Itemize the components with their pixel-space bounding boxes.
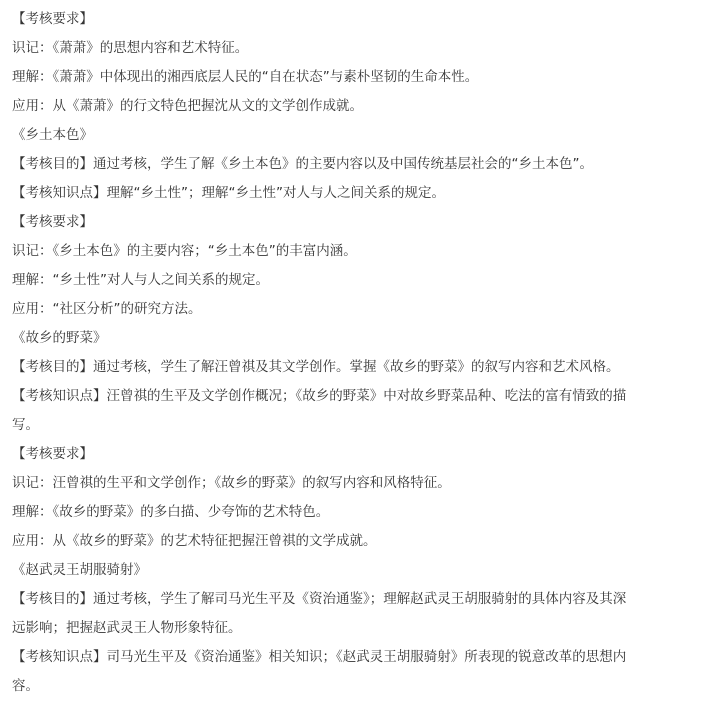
text-line: 识记：汪曾祺的生平和文学创作；《故乡的野菜》的叙写内容和风格特征。 — [12, 475, 451, 491]
text-line: 理解：“乡土性”对人与人之间关系的规定。 — [12, 272, 269, 288]
section-heading-requirements: 【考核要求】 — [12, 446, 93, 462]
document-body — [12, 5, 702, 701]
text-line: 识记：《乡土本色》的主要内容；“乡土本色”的丰富内涵。 — [12, 243, 357, 259]
text-line: 理解：《萧萧》中体现出的湘西底层人民的“自在状态”与素朴坚韧的生命本性。 — [12, 69, 479, 85]
text-line: 应用：“社区分析”的研究方法。 — [12, 301, 202, 317]
text-line: 【考核知识点】理解“乡土性”；理解“乡土性”对人与人之间关系的规定。 — [12, 185, 445, 201]
text-line: 【考核知识点】司马光生平及《资治通鉴》相关知识；《赵武灵王胡服骑射》所表现的锐意改革的思想内 — [12, 649, 627, 665]
text-line: 识记：《萧萧》的思想内容和艺术特征。 — [12, 40, 249, 56]
article-title: 《赵武灵王胡服骑射》 — [12, 562, 147, 578]
section-heading-requirements: 【考核要求】 — [12, 11, 93, 27]
text-line: 远影响；把握赵武灵王人物形象特征。 — [12, 620, 242, 636]
text-line: 【考核目的】通过考核，学生了解汪曾祺及其文学创作。掌握《故乡的野菜》的叙写内容和艺术风格。 — [12, 359, 620, 375]
text-line: 【考核知识点】汪曾祺的生平及文学创作概况；《故乡的野菜》中对故乡野菜品种、吃法的富有情致的描 — [12, 388, 627, 404]
article-title: 《故乡的野菜》 — [12, 330, 107, 346]
text-line: 应用：从《萧萧》的行文特色把握沈从文的文学创作成就。 — [12, 98, 363, 114]
text-line: 应用：从《故乡的野菜》的艺术特征把握汪曾祺的文学成就。 — [12, 533, 377, 549]
section-heading-requirements: 【考核要求】 — [12, 214, 93, 230]
text-line: 【考核目的】通过考核，学生了解司马光生平及《资治通鉴》；理解赵武灵王胡服骑射的具体内容及其深 — [12, 591, 627, 607]
article-title: 《乡土本色》 — [12, 127, 93, 143]
text-line: 写。 — [12, 417, 39, 433]
text-line: 容。 — [12, 678, 39, 694]
text-line: 【考核目的】通过考核，学生了解《乡土本色》的主要内容以及中国传统基层社会的“乡土本色”。 — [12, 156, 593, 172]
text-line: 理解：《故乡的野菜》的多白描、少夸饰的艺术特色。 — [12, 504, 330, 520]
